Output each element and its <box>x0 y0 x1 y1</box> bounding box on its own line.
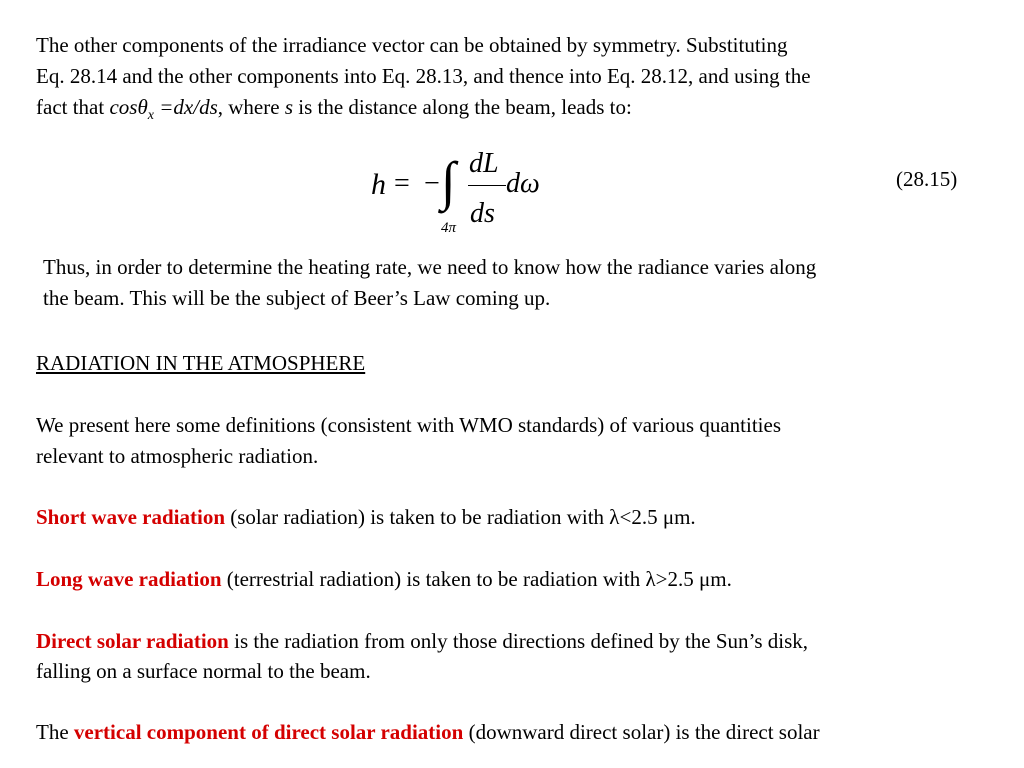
vertical-component-definition <box>36 717 820 748</box>
definitions-intro-line-1: We present here some definitions (consistent with WMO standards) of various quantities <box>36 413 782 437</box>
fraction-bar <box>468 185 506 186</box>
integral-sign: ∫ <box>441 151 456 211</box>
vertical-component-prefix: The <box>36 720 74 744</box>
intro-paragraph-line-2: Eq. 28.14 and the other components into Eq. 28.13, and thence into Eq. 28.12, and using the <box>36 64 811 88</box>
s-variable: s <box>284 95 294 119</box>
vertical-component-text: (downward direct solar) is the direct solar <box>463 720 820 744</box>
intro-text-b: , where <box>217 95 285 119</box>
equation-lhs: h <box>371 168 386 201</box>
long-wave-definition <box>36 564 732 595</box>
definitions-intro-line-2: relevant to atmospheric radiation. <box>36 444 319 468</box>
intro-paragraph-line-3 <box>36 92 632 131</box>
fraction-numerator: dL <box>469 148 499 179</box>
section-heading: RADIATION IN THE ATMOSPHERE <box>36 351 366 375</box>
long-wave-term: Long wave radiation <box>36 567 222 591</box>
cos-symbol: cos <box>109 95 138 119</box>
equation-equals: = <box>394 168 410 199</box>
direct-solar-definition-line-2: falling on a surface normal to the beam. <box>36 659 371 683</box>
equation-minus: − <box>424 168 440 199</box>
theta-symbol: θ <box>137 95 148 119</box>
intro-text-c: is the distance along the beam, leads to: <box>293 95 632 119</box>
direct-solar-text: is the radiation from only those directions defined by the Sun’s disk, <box>228 629 809 653</box>
short-wave-definition <box>36 502 696 533</box>
short-wave-term: Short wave radiation <box>36 505 225 529</box>
short-wave-text: (solar radiation) is taken to be radiation with λ<2.5 μm. <box>225 505 696 529</box>
fraction-denominator: ds <box>470 198 495 229</box>
dx-ds-expression: =dx/ds <box>154 95 218 119</box>
direct-solar-definition-line-1 <box>36 626 808 657</box>
integral-subscript: 4π <box>441 220 457 236</box>
direct-solar-term: Direct solar radiation <box>36 629 229 653</box>
heating-paragraph-line-1: Thus, in order to determine the heating rate, we need to know how the radiance varies along <box>43 255 817 279</box>
x-subscript: x <box>147 108 155 124</box>
intro-text-a: fact that <box>36 95 110 119</box>
heating-paragraph-line-2: the beam. This will be the subject of Beer’s Law coming up. <box>43 286 551 310</box>
equation-number: (28.15) <box>896 167 958 191</box>
intro-paragraph-line-1: The other components of the irradiance vector can be obtained by symmetry. Substituting <box>36 33 788 57</box>
vertical-component-term: vertical component of direct solar radiation <box>73 720 464 744</box>
long-wave-text: (terrestrial radiation) is taken to be radiation with λ>2.5 μm. <box>221 567 732 591</box>
equation-differential: dω <box>506 168 540 199</box>
